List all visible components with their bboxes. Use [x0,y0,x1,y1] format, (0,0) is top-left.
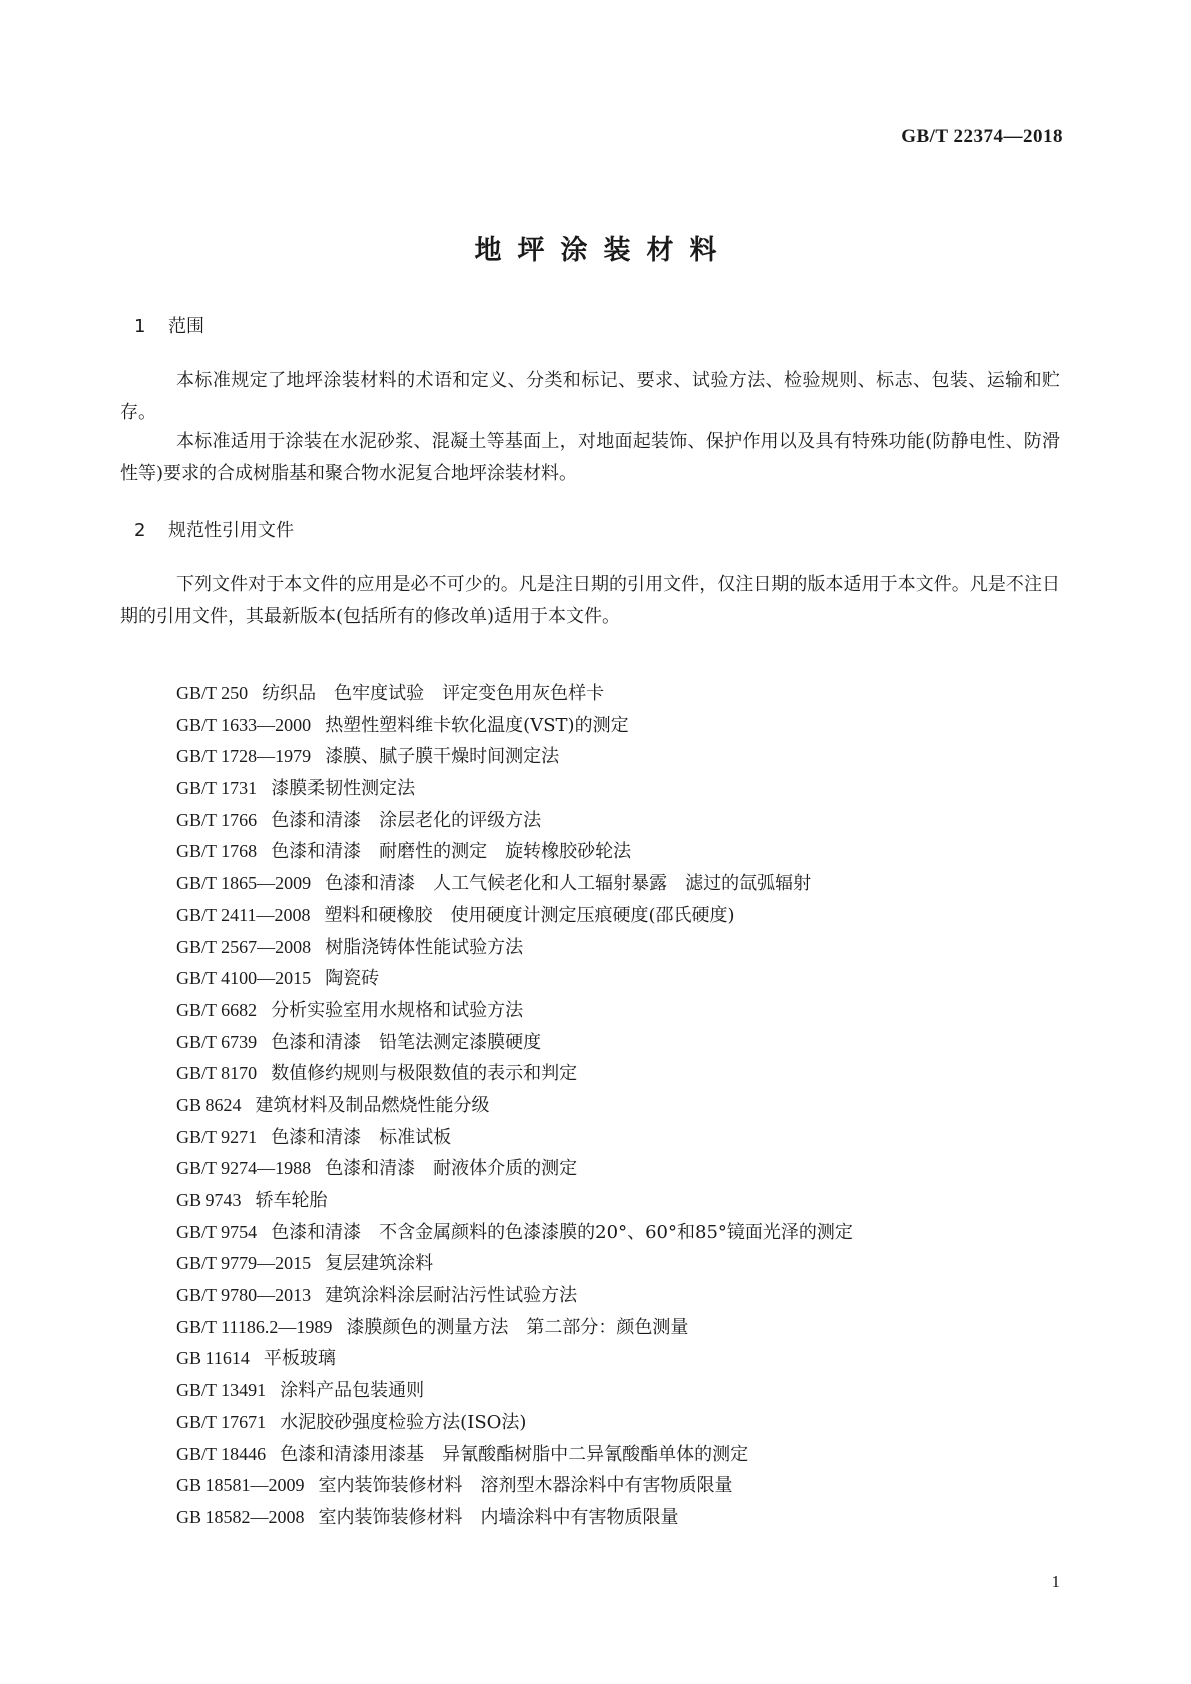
section-2-heading [134,516,294,542]
reference-item [176,1502,853,1534]
reference-title: 轿车轮胎 [255,1190,328,1211]
reference-title: 树脂浇铸体性能试验方法 [325,936,524,958]
section-number: 2 [134,520,146,541]
reference-code: GB/T 1768 [176,841,258,862]
reference-item [176,1407,853,1439]
reference-title: 漆膜颜色的测量方法 第二部分：颜色测量 [346,1316,689,1338]
reference-title: 漆膜、腻子膜干燥时间测定法 [325,746,560,768]
standard-number: GB/T 22374—2018 [901,126,1063,147]
reference-code: GB/T 1633—2000 [176,714,312,735]
reference-title: 数值修约规则与极限数值的表示和判定 [271,1063,578,1085]
page-number: 1 [1051,1572,1060,1591]
reference-item [176,1439,853,1471]
reference-item [176,1185,853,1217]
reference-title: 色漆和清漆 耐液体介质的测定 [325,1158,578,1180]
reference-item [176,1375,853,1407]
reference-item [176,932,853,964]
section-title: 范围 [168,316,204,337]
reference-code: GB/T 1865—2009 [176,873,312,894]
reference-item [176,1312,853,1344]
reference-title: 塑料和硬橡胶 使用硬度计测定压痕硬度(邵氏硬度) [324,904,735,926]
reference-title: 漆膜柔韧性测定法 [271,778,416,800]
reference-title: 室内装饰装修材料 溶剂型木器涂料中有害物质限量 [318,1475,733,1497]
reference-code: GB 9743 [176,1190,242,1210]
reference-code: GB 18581—2009 [176,1475,305,1496]
reference-code: GB/T 9754 [176,1221,258,1242]
reference-title: 色漆和清漆 铅笔法测定漆膜硬度 [271,1031,542,1053]
reference-item [176,1343,853,1375]
reference-code: GB/T 18446 [176,1443,267,1464]
reference-title: 分析实验室用水规格和试验方法 [271,999,524,1021]
reference-code: GB/T 1766 [176,809,258,830]
reference-item [176,1280,853,1312]
reference-item [176,1027,853,1059]
reference-item [176,1090,853,1122]
reference-code: GB/T 17671 [176,1411,267,1432]
reference-title: 色漆和清漆用漆基 异氰酸酯树脂中二异氰酸酯单体的测定 [280,1443,749,1465]
reference-title: 陶瓷砖 [325,968,380,990]
reference-item [176,900,853,932]
reference-title: 复层建筑涂料 [325,1253,434,1275]
reference-code: GB/T 8170 [176,1063,258,1084]
reference-item [176,1217,853,1249]
reference-code: GB 11614 [176,1348,250,1369]
reference-title: 水泥胶砂强度检验方法(ISO法) [280,1411,527,1433]
reference-item [176,868,853,900]
reference-title: 色漆和清漆 人工气候老化和人工辐射暴露 滤过的氙弧辐射 [325,873,812,895]
section-number: 1 [134,316,146,337]
reference-item [176,678,853,710]
references-intro-paragraph: 下列文件对于本文件的应用是必不可少的。凡是注日期的引用文件，仅注日期的版本适用于本文件。凡是不注日期的引用文件，其最新版本(包括所有的修改单)适用于本文件。 [120,574,1060,627]
reference-title: 建筑材料及制品燃烧性能分级 [255,1094,490,1116]
reference-title: 色漆和清漆 耐磨性的测定 旋转橡胶砂轮法 [271,841,632,863]
reference-item [176,710,853,742]
reference-code: GB 18582—2008 [176,1506,305,1527]
reference-title: 涂料产品包装通则 [280,1380,425,1402]
reference-item [176,1153,853,1185]
reference-code: GB/T 9779—2015 [176,1253,312,1274]
reference-title: 热塑性塑料维卡软化温度(VST)的测定 [325,714,629,736]
section-1-heading [134,312,204,338]
reference-code: GB/T 6682 [176,999,258,1020]
reference-title: 平板玻璃 [263,1348,336,1370]
reference-code: GB/T 9780—2013 [176,1285,312,1306]
reference-item [176,1470,853,1502]
reference-code: GB/T 1731 [176,778,258,799]
reference-code: GB 8624 [176,1094,242,1115]
scope-paragraph-1: 本标准规定了地坪涂装材料的术语和定义、分类和标记、要求、试验方法、检验规则、标志、包装、运输和贮存。 [120,370,1060,423]
reference-code: GB/T 11186.2—1989 [176,1316,333,1337]
reference-code: GB/T 9274—1988 [176,1158,312,1179]
reference-code: GB/T 2411—2008 [176,904,311,925]
reference-title: 色漆和清漆 不含金属颜料的色漆漆膜的20°、60°和85°镜面光泽的测定 [271,1221,853,1243]
reference-code: GB/T 4100—2015 [176,968,312,989]
reference-code: GB/T 13491 [176,1380,267,1401]
reference-item [176,805,853,837]
scope-paragraph-2: 本标准适用于涂装在水泥砂浆、混凝土等基面上，对地面起装饰、保护作用以及具有特殊功能(防静电性、防滑性等)要求的合成树脂基和聚合物水泥复合地坪涂装材料。 [120,431,1060,484]
reference-title: 色漆和清漆 涂层老化的评级方法 [271,809,542,831]
reference-code: GB/T 9271 [176,1126,258,1147]
reference-code: GB/T 2567—2008 [176,936,312,957]
reference-item [176,741,853,773]
reference-item [176,836,853,868]
reference-item [176,963,853,995]
reference-item [176,1122,853,1154]
document-title: 地坪涂装材料 [474,235,733,266]
section-title: 规范性引用文件 [168,520,294,541]
reference-code: GB/T 6739 [176,1031,258,1052]
reference-code: GB/T 250 [176,683,249,703]
reference-list [176,678,853,1534]
reference-title: 建筑涂料涂层耐沾污性试验方法 [325,1285,578,1307]
reference-title: 色漆和清漆 标准试板 [271,1126,452,1148]
reference-code: GB/T 1728—1979 [176,746,312,767]
reference-title: 室内装饰装修材料 内墙涂料中有害物质限量 [318,1506,679,1528]
reference-item [176,1058,853,1090]
reference-item [176,1248,853,1280]
reference-item [176,995,853,1027]
reference-title: 纺织品 色牢度试验 评定变色用灰色样卡 [262,683,605,704]
reference-item [176,773,853,805]
